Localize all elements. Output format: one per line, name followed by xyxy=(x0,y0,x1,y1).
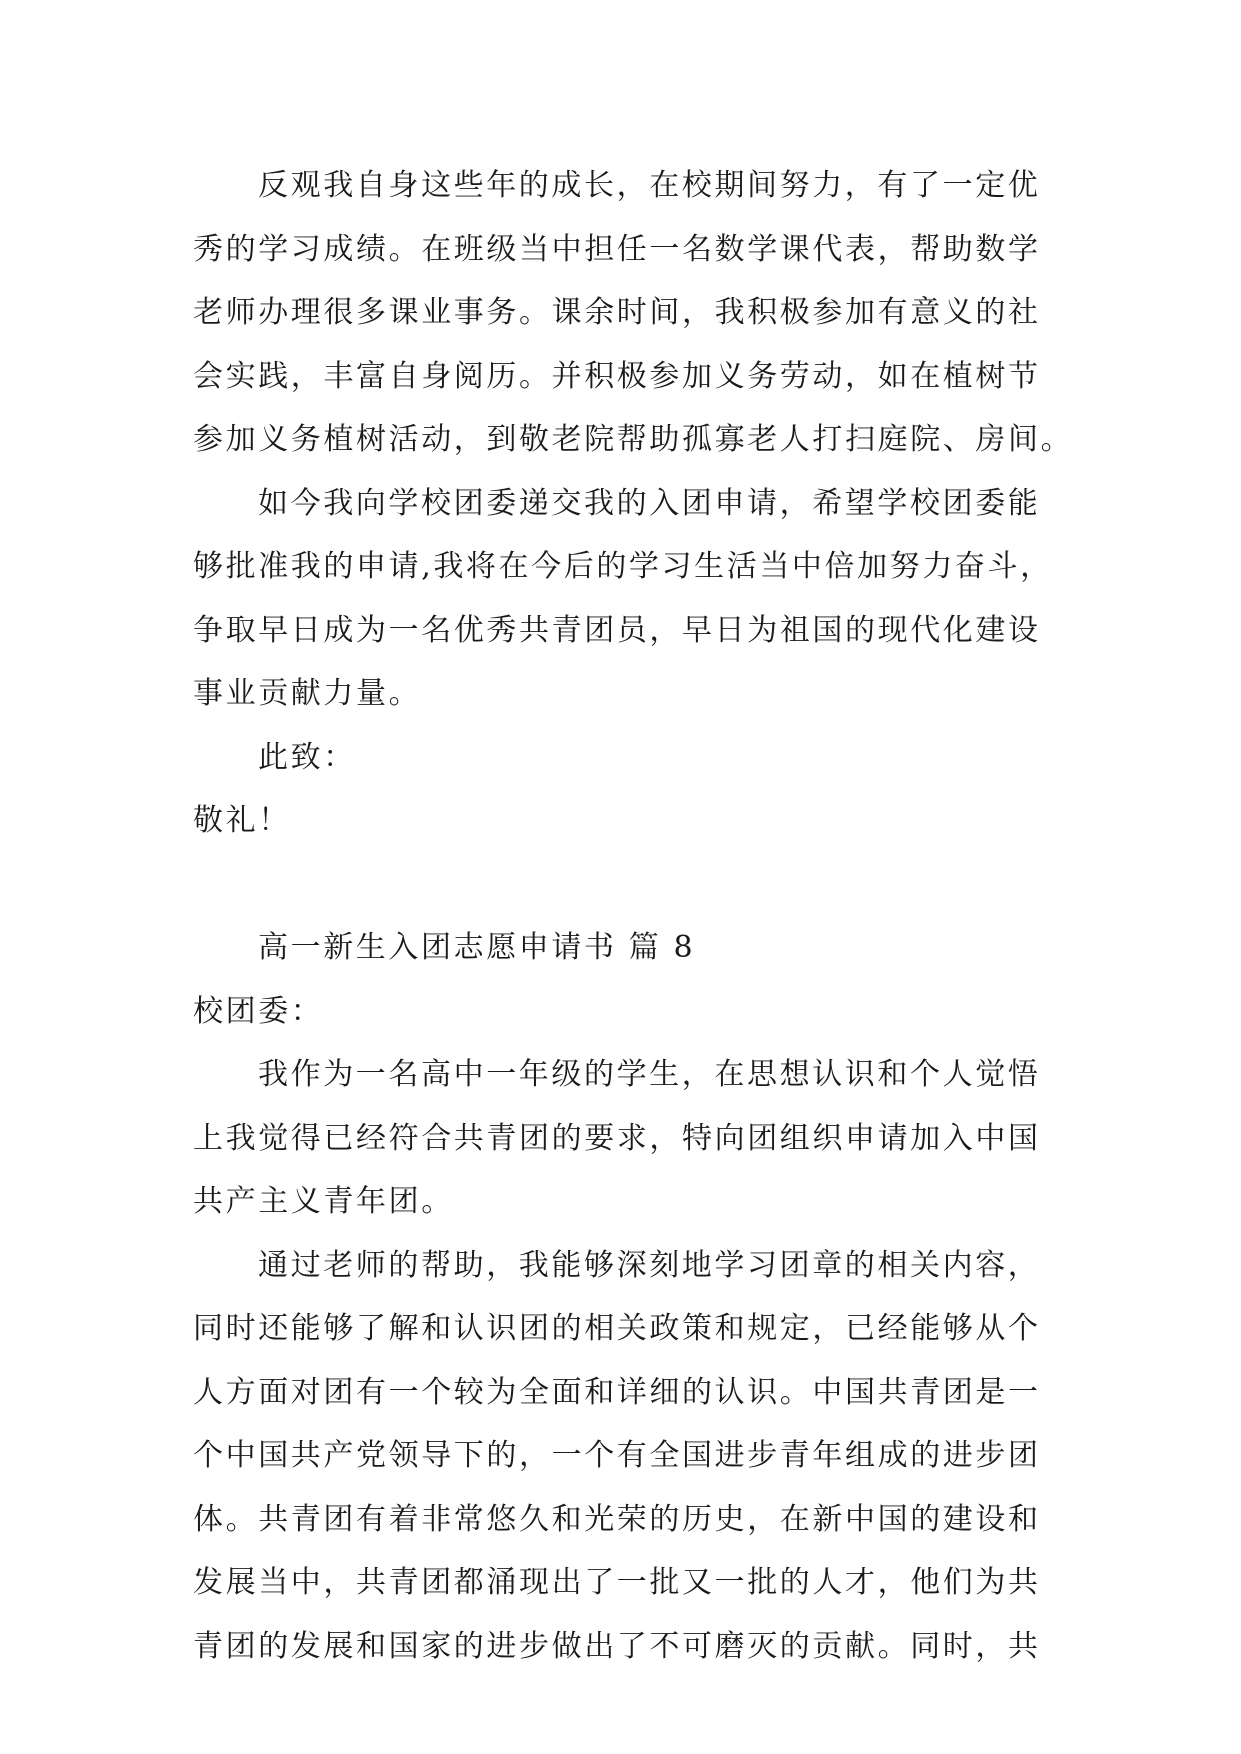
paragraph-line: 青团的发展和国家的进步做出了不可磨灭的贡献。同时，共 xyxy=(193,1629,1041,1664)
paragraph-line: 人方面对团有一个较为全面和详细的认识。中国共青团是一 xyxy=(193,1375,1041,1410)
paragraph-line: 会实践，丰富自身阅历。并积极参加义务劳动，如在植树节 xyxy=(193,359,1041,394)
paragraph-line: 事业贡献力量。 xyxy=(193,676,422,711)
addressee-line: 校团委： xyxy=(193,994,324,1029)
paragraph-line: 通过老师的帮助，我能够深刻地学习团章的相关内容， xyxy=(258,1248,1041,1283)
paragraph-line: 我作为一名高中一年级的学生，在思想认识和个人觉悟 xyxy=(258,1057,1041,1092)
paragraph-line: 如今我向学校团委递交我的入团申请，希望学校团委能 xyxy=(258,486,1041,521)
paragraph-line: 同时还能够了解和认识团的相关政策和规定，已经能够从个 xyxy=(193,1311,1041,1346)
paragraph-line: 体。共青团有着非常悠久和光荣的历史，在新中国的建设和 xyxy=(193,1502,1041,1537)
paragraph-line: 上我觉得已经符合共青团的要求，特向团组织申请加入中国 xyxy=(193,1121,1041,1156)
closing-line: 此致： xyxy=(258,740,356,775)
paragraph-line: 争取早日成为一名优秀共青团员，早日为祖国的现代化建设 xyxy=(193,613,1041,648)
paragraph-line: 老师办理很多课业事务。课余时间，我积极参加有意义的社 xyxy=(193,295,1041,330)
section-title: 高一新生入团志愿申请书 篇 8 xyxy=(258,930,696,965)
paragraph-line: 参加义务植树活动，到敬老院帮助孤寡老人打扫庭院、房间。 xyxy=(193,422,1074,457)
paragraph-line: 秀的学习成绩。在班级当中担任一名数学课代表，帮助数学 xyxy=(193,232,1041,267)
paragraph-line: 共产主义青年团。 xyxy=(193,1184,454,1219)
paragraph-line: 反观我自身这些年的成长，在校期间努力，有了一定优 xyxy=(258,168,1041,203)
paragraph-line: 够批准我的申请,我将在今后的学习生活当中倍加努力奋斗， xyxy=(193,549,1053,584)
paragraph-line: 发展当中，共青团都涌现出了一批又一批的人才，他们为共 xyxy=(193,1565,1041,1600)
paragraph-line: 个中国共产党领导下的，一个有全国进步青年组成的进步团 xyxy=(193,1438,1041,1473)
salute-line: 敬礼！ xyxy=(193,803,291,838)
